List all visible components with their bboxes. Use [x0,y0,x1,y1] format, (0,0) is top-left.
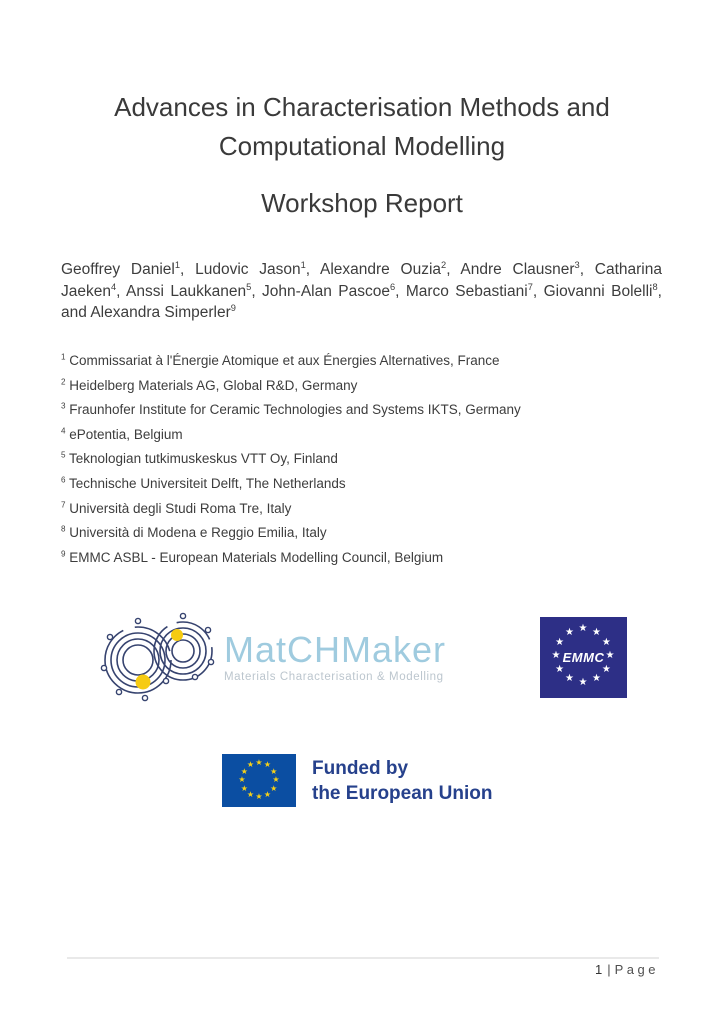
author: Anssi Laukkanen$^5$ [126,281,252,300]
star-icon: ★ [592,673,601,685]
matchmaker-logo [98,610,446,704]
star-icon: ★ [605,650,615,661]
star-icon: ★ [565,626,574,638]
star-icon: ★ [240,766,248,776]
star-icon: ★ [270,766,278,776]
star-icon: ★ [601,663,611,675]
star-icon: ★ [565,673,574,685]
matchmaker-text-block [224,628,447,684]
affiliation-item: $^9$ EMMC ASBL - European Materials Modelling Council, Belgium [61,549,444,565]
star-icon: ★ [270,783,278,793]
page-subtitle: Workshop Report [261,188,463,218]
star-icon: ★ [255,792,263,801]
emmc-label: EMMC [562,650,605,665]
page-number: 1 [595,962,605,977]
star-icon: ★ [555,636,565,648]
author: Giovanni Bolelli$^8$ [543,281,658,300]
affiliation-item: $^2$ Heidelberg Materials AG, Global R&D, Germany [61,377,358,393]
emmc-logo [540,617,627,698]
footer-label: Page [614,962,659,977]
star-icon: ★ [601,636,611,648]
matchmaker-infinity-icon [98,610,216,704]
affiliation-item: $^4$ ePotentia, Belgium [61,426,183,442]
affiliation-item: $^8$ Università di Modena e Reggio Emilia, Italy [61,524,327,541]
matchmaker-wordmark: MatCHMaker [224,628,447,670]
author: John-Alan Pascoe$^6$ [262,281,396,300]
star-icon: ★ [555,663,565,675]
authors-paragraph: Geoffrey Daniel$^1$, Ludovic Jason$^1$, Alexandre Ouzia$^2$, Andre Clausner$^3$, Catharina Jaeken$^4$, Anssi Laukkanen$^5$, John-Alan Pascoe$^6$, Marco Sebastiani$^7$, Giovanni Bolelli$^8$, and Alexandra Simperler$^9$ [61,259,662,321]
affiliation-item: $^5$ Teknologian tutkimuskeskus VTT Oy, Finland [61,450,338,467]
author: Catharina Jaeken$^4$ [61,261,662,300]
star-icon: ★ [238,775,246,784]
star-icon: ★ [263,760,272,770]
star-icon: ★ [246,760,255,770]
footer-separator: | [607,962,611,977]
star-icon: ★ [551,650,561,661]
star-icon: ★ [263,789,272,799]
title-line-1: Advances in Characterisation Methods and [114,92,610,122]
title-line-2: Computational Modelling [218,131,506,161]
eu-funding-line-2: the European Union [312,782,493,804]
star-icon: ★ [240,783,248,793]
author: Alexandre Ouzia$^2$ [320,259,447,278]
affiliation-item: $^1$ Commissariat à l'Énergie Atomique et aux Énergies Alternatives, France [61,352,500,368]
affiliation-item: $^7$ Università degli Studi Roma Tre, Italy [61,500,292,516]
author: Ludovic Jason$^1$ [195,259,306,278]
affiliation-item: $^3$ Fraunhofer Institute for Ceramic Technologies and Systems IKTS, Germany [61,401,521,418]
affiliation-item: $^6$ Technische Universiteit Delft, The Netherlands [61,475,346,491]
footer-rule [67,957,659,959]
matchmaker-tagline: Materials Characterisation & Modelling [224,671,444,684]
star-icon: ★ [592,626,601,638]
author: Geoffrey Daniel$^1$ [61,259,181,278]
star-icon: ★ [578,677,588,688]
star-icon: ★ [255,758,263,767]
page-title [62,88,662,166]
author: Alexandra Simperler$^9$ [90,302,236,321]
star-icon: ★ [246,789,255,799]
eu-funding-text [312,756,493,806]
eu-funding-line-1: Funded by [312,757,409,779]
author: Marco Sebastiani$^7$ [405,281,533,300]
eu-funding-logo [222,754,493,807]
eu-flag-icon [222,754,296,807]
author: Andre Clausner$^3$ [460,259,580,278]
affiliation-list [61,349,662,570]
star-icon: ★ [578,623,588,634]
page-footer [67,962,659,977]
star-icon: ★ [272,775,280,784]
